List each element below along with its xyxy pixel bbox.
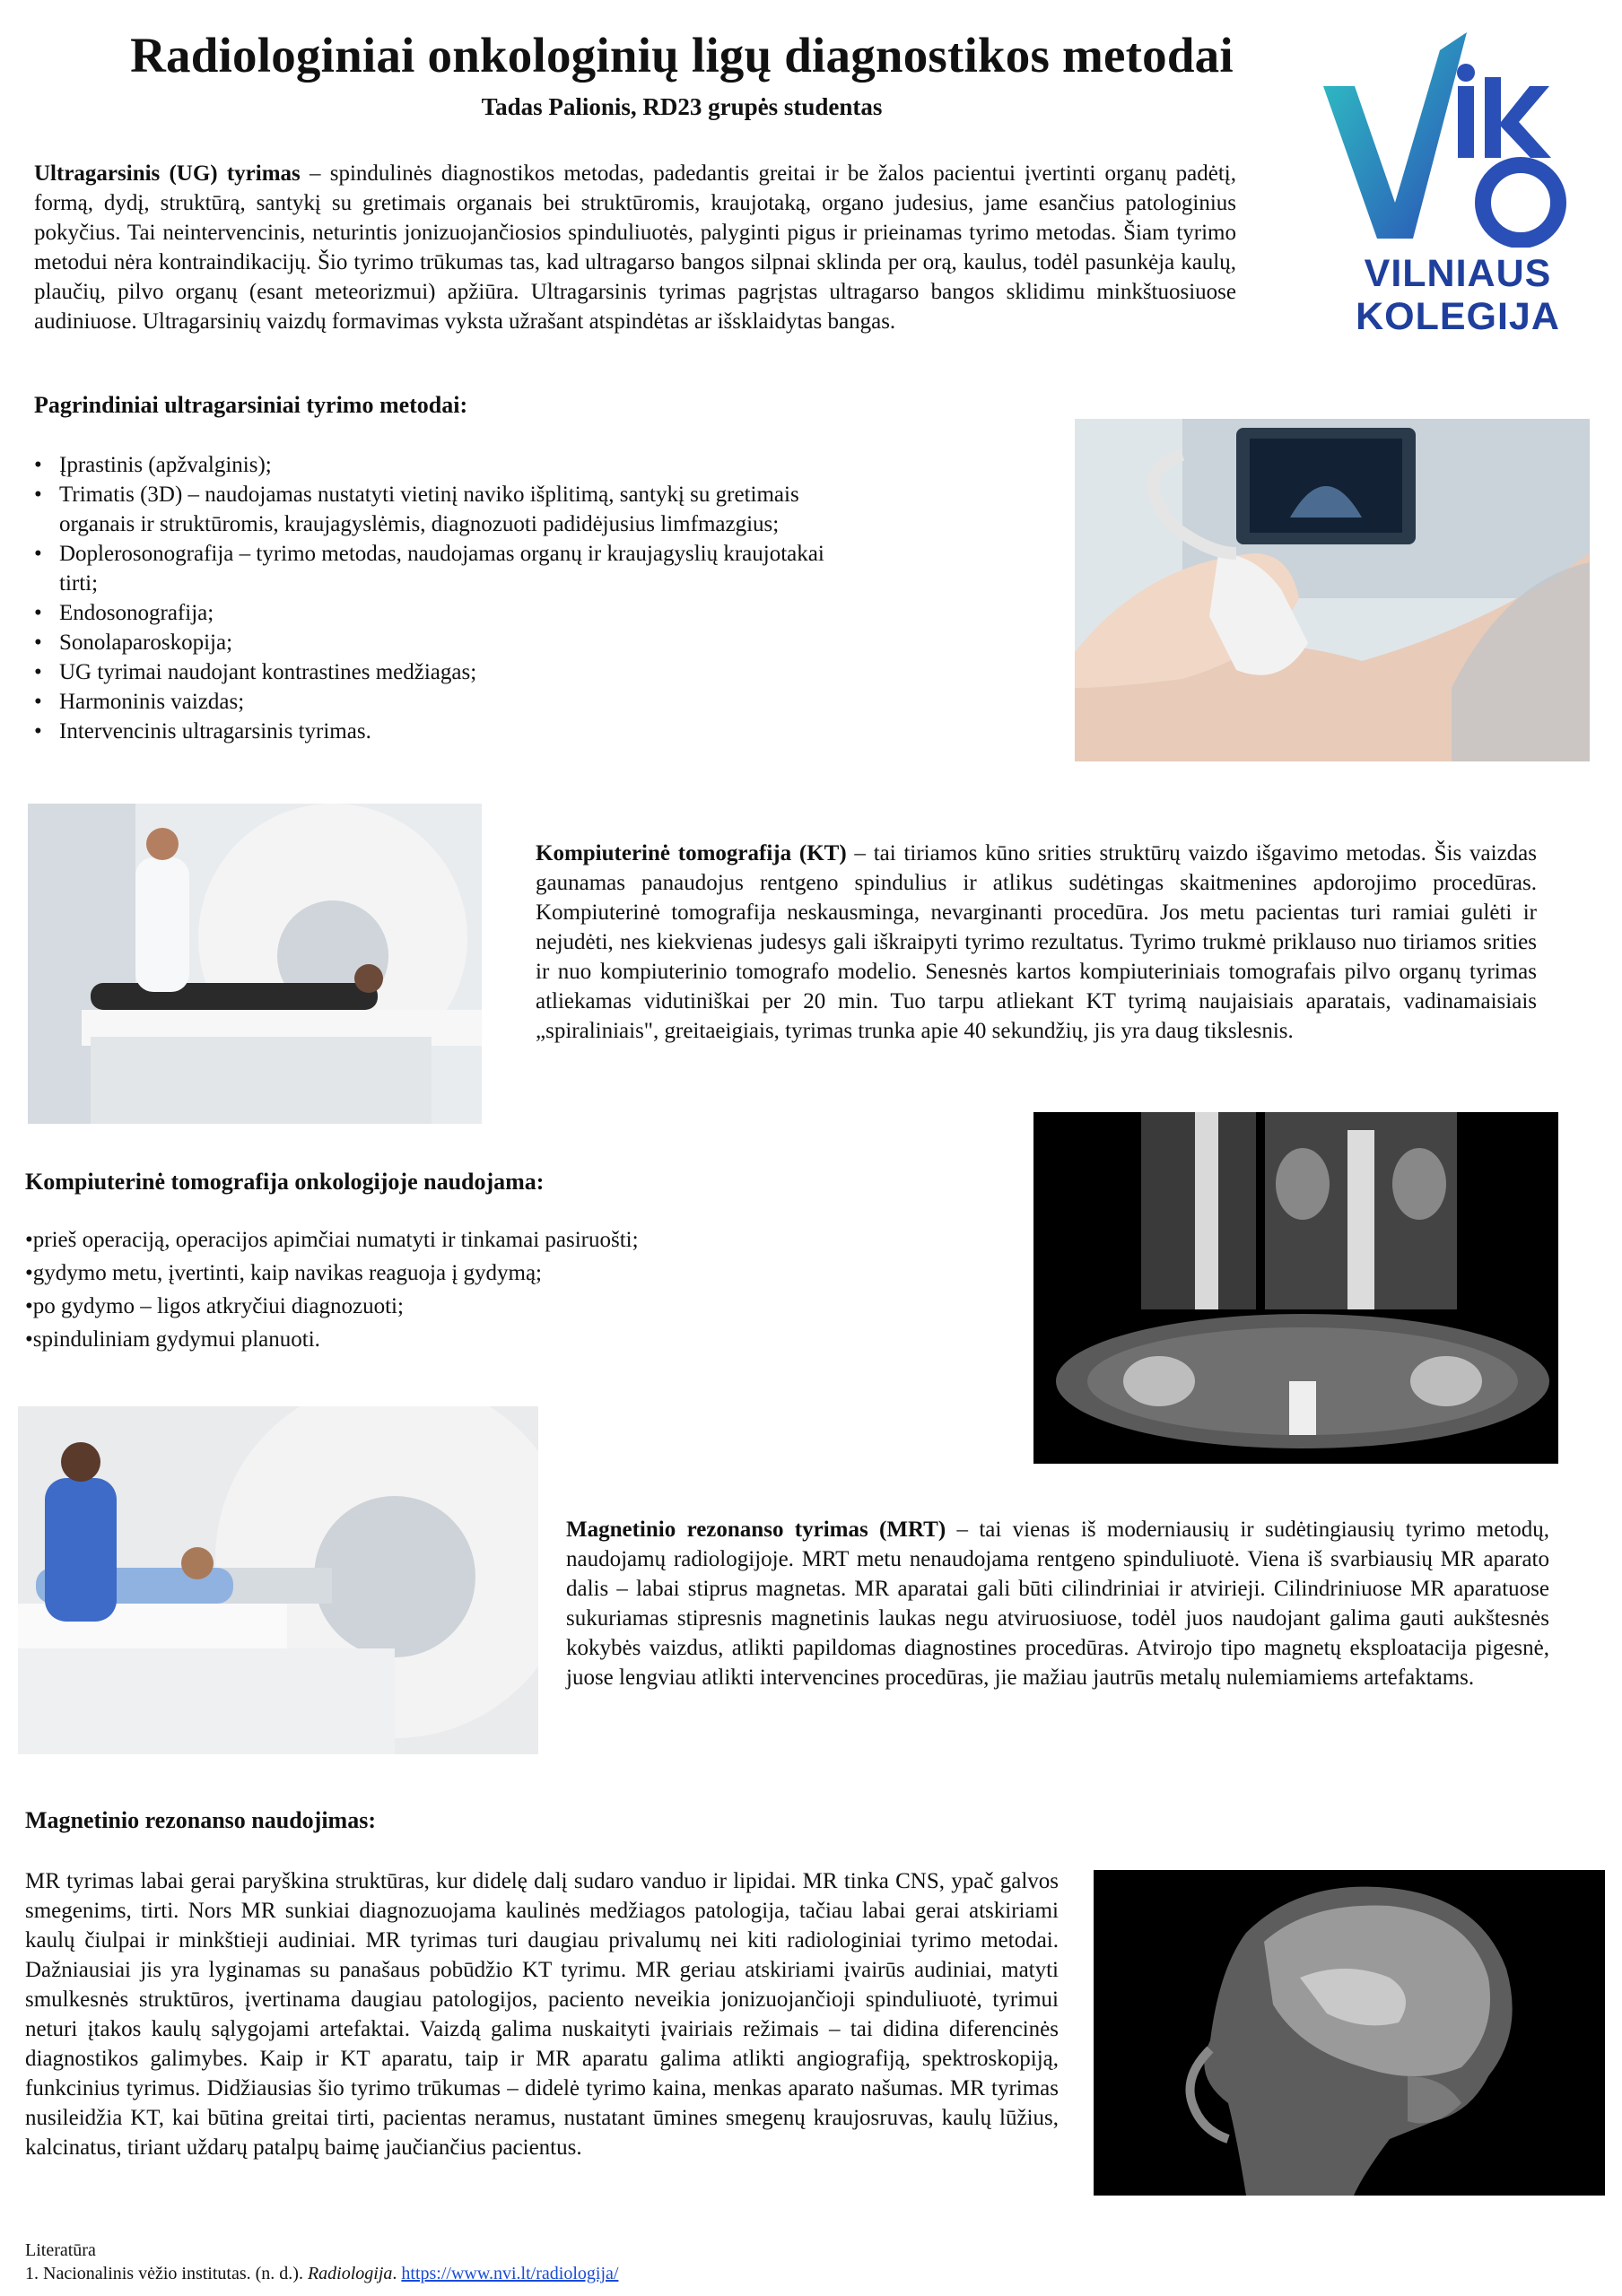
mrt-use-heading: Magnetinio rezonanso naudojimas: <box>25 1807 376 1833</box>
ug-paragraph <box>34 159 1236 336</box>
ct-scans-image <box>1033 1112 1558 1464</box>
list-item: • Trimatis (3D) – naudojamas nustatyti vietinį naviko išplitimą, santykį su gretimais organais ir struktūromis, kraujagyslėmis, diagnozuoti padidėjusius limfmazgius; <box>27 480 861 539</box>
literature-item <box>25 2262 1102 2285</box>
mrt-use-paragraph: MR tyrimas labai gerai paryškina struktūras, kur didelę dalį sudaro vanduo ir lipidai. MR tinka CNS, ypač galvos smegenims, tirti. Nors MR sunkiai diagnozuojama kaulinės medžiagos patologija, tačiau labai gerai atskiriami kaulų čiulpai ir minkštieji audiniai. MR tyrimas turi daugiau privalumų nei kiti radiologiniai tyrimo metodai. Dažniausiai jis yra lyginamas su panašaus pobūdžio KT tyrimu. MR geriau atskiriami įvairūs audiniai, matyti smulkesnės struktūros, įvertinama daugiau patologijos, paciento neveikia jonizuojančioji spinduliuotė, tyrimui neturi įtakos kaulų sąlygojami artefaktai. Vaizdą galima nuskaityti įvairiais režimais – tai didina diferencinės diagnostikos galimybes. Kaip ir KT aparatu, taip ir MR aparatu galima atlikti angiografiją, spektroskopiją, funkcinius tyrimus. Didžiausias šio tyrimo trūkumas – didelė tyrimo kaina, menkas aparato našumas. MR tyrimas nusileidžia KT, kai būtina greitai tirti, pacientas neramus, nustatant ūmines smegenų kraujosruvas, kaulų lūžius, kalcinatus, tiriant uždarų patalpų baimę jaučiančius pacientus. <box>25 1869 1059 2160</box>
list-item: • prieš operaciją, operacijos apimčiai numatyti ir tinkamai pasiruošti; <box>25 1223 994 1257</box>
ug-text: – spindulinės diagnostikos metodas, padedantis greitai ir be žalos pacientui įvertinti organų padėtį, formą, dydį, struktūrą, santykį su gretimais organais bei struktūromis, kraujotaką, organo judesius, jame esančius patologinius pokyčius. Tai neintervencinis, neturintis jonizuojančiosios spinduliuotės, palyginti pigus ir prieinamas tyrimo metodas. Šiam tyrimo metodui nėra kontraindikacijų. Šio tyrimo trūkumas tas, kad ultragarso bangos silpnai sklinda per orą, kaulus, todėl pasunkėja kaulų, plaučių, pilvo organų (esant meteorizmui) apžiūra. Ultragarsinis tyrimas pagrįstas ultragarso bangos sklidimu minkštuosiuose audiniuose. Ultragarsinių vaizdų formavimas vyksta užrašant atspindėtas ar išsklaidytas bangas. <box>34 161 1236 334</box>
ug-methods-list <box>27 450 861 746</box>
viko-logo-mark <box>1314 23 1601 248</box>
mri-brain-image <box>1094 1870 1605 2196</box>
literature-heading: Literatūra <box>25 2240 96 2260</box>
ug-methods-heading: Pagrindiniai ultragarsiniai tyrimo metodai: <box>34 392 468 418</box>
list-item: • Harmoninis vaizdas; <box>27 687 861 717</box>
kt-text: – tai tiriamos kūno srities struktūrų vaizdo išgavimo metodas. Šis vaizdas gaunamas panaudojus rentgeno spindulius ir atlikus sudėtingas skaitmenines apdorojimo procedūras. Kompiuterinė tomografija neskausminga, nevarginanti procedūra. Jos metu pacientas turi ramiai gulėti ir nejudėti, nes kiekvienas judesys gali iškraipyti tyrimo rezultatus. Tyrimo trukmė priklauso nuo tiriamos srities ir nuo kompiuterinio tomografo modelio. Senesnės kartos kompiuteriniais tomografais pilvo organų tyrimas atliekamas vidutiniškai per 20 min. Tuo tarpu atliekant KT tyrimą naujaisiais aparatais, vadinamaisiais „spiraliniais", greitaeigiais, tyrimas trunka apie 40 sekundžių, jis yra daug tikslesnis. <box>536 841 1537 1043</box>
ultrasound-photo <box>1075 419 1590 761</box>
list-item: • gydymo metu, įvertinti, kaip navikas reaguoja į gydymą; <box>25 1257 994 1290</box>
mrt-lead: Magnetinio rezonanso tyrimas (MRT) <box>566 1518 946 1542</box>
ct-room-photo <box>28 804 482 1124</box>
list-item: • Endosonografija; <box>27 598 861 628</box>
kt-onco-heading: Kompiuterinė tomografija onkologijoje naudojama: <box>25 1169 545 1195</box>
mrt-paragraph <box>566 1515 1549 1692</box>
literature <box>25 2239 1102 2285</box>
mrt-text: – tai vienas iš moderniausių ir sudėtingiausių tyrimo metodų, naudojamų radiologijoje. MRT metu nenaudojama rentgeno spinduliuotė. Viena iš svarbiausių MR aparato dalis – labai stiprus magnetas. MR aparatai gali būti cilindriniai ir atvirieji. Cilindriniuose MR aparatuose sukuriamas stipresnis magnetinis laukas negu atviruosiuose, todėl juos naudojant galima gauti aukštesnės kokybės vaizdus, atlikti papildomas diagnostines procedūras. Atvirojo tipo magnetų eksploatacija pigesnė, juose lengviau atlikti intervencines procedūras, jie mažiau jautrūs metalų nulemiamiems artefaktams. <box>566 1518 1550 1690</box>
list-item: • spinduliniam gydymui planuoti. <box>25 1323 994 1356</box>
kt-onco-list <box>25 1223 994 1356</box>
list-item: • Intervencinis ultragarsinis tyrimas. <box>27 717 861 746</box>
viko-logo <box>1314 23 1601 382</box>
literature-item-title: Radiologija <box>307 2264 393 2283</box>
list-item: • po gydymo – ligos atkryčiui diagnozuoti; <box>25 1290 994 1323</box>
list-item: • Sonolaparoskopija; <box>27 628 861 657</box>
mri-room-photo <box>18 1406 538 1754</box>
list-item: • Įprastinis (apžvalginis); <box>27 450 861 480</box>
ug-lead: Ultragarsinis (UG) tyrimas <box>34 161 301 186</box>
kt-lead: Kompiuterinė tomografija (KT) <box>536 841 847 865</box>
author-line: Tadas Palionis, RD23 grupės studentas <box>481 93 883 120</box>
literature-link[interactable]: https://www.nvi.lt/radiologija/ <box>401 2264 619 2283</box>
literature-item-suffix: . <box>392 2264 402 2283</box>
literature-item-prefix: 1. Nacionalinis vėžio institutas. (n. d.). <box>25 2264 308 2283</box>
logo-text-vilniaus: VILNIAUS <box>1364 252 1552 295</box>
list-item: • Doplerosonografija – tyrimo metodas, naudojamas organų ir kraujagyslių kraujotakai tirti; <box>27 539 861 598</box>
kt-paragraph <box>536 839 1537 1046</box>
logo-text-kolegija: KOLEGIJA <box>1356 295 1560 338</box>
list-item: • UG tyrimai naudojant kontrastines medžiagas; <box>27 657 861 687</box>
page-title: Radiologiniai onkologinių ligų diagnostikos metodai <box>130 28 1234 83</box>
